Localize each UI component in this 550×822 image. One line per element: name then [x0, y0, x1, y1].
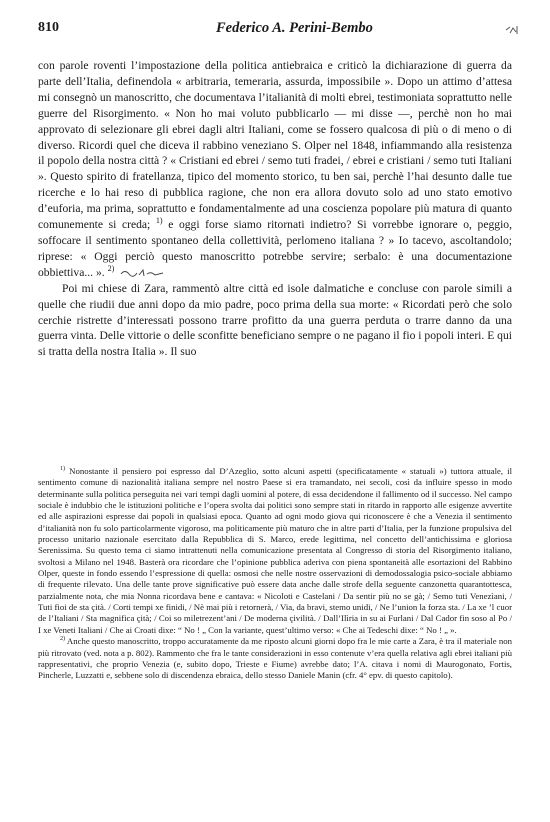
- main-text: [38, 58, 512, 360]
- pencil-mark-icon: [504, 24, 520, 36]
- footnote-marker: 1): [60, 466, 66, 473]
- footnote-ref: 1): [155, 216, 163, 226]
- footnote: [38, 636, 512, 681]
- paragraph: [38, 58, 512, 281]
- paragraph: Poi mi chiese di Zara, rammentò altre città ed isole dalmatiche e concluse con parole simili a quelle che riudii due anni dopo da mio padre, poco prima della sua morte: « Ricordati però che solo cerchie ristrette d’interessati possono trarre profitto da una guerra perduta o trarre danno da una guerra vinta. Delle vittorie o delle sconfitte beneficiano sempre o ne pagano il fio i popoli interi. E qui si tratta della nostra Italia ». Il suo: [38, 281, 512, 359]
- paragraph-text: con parole roventi l’impostazione della politica antiebraica e criticò la dichiarazione di guerra da parte dell’Italia, definendola « arbitraria, temeraria, assurda, impossibile ». Dopo un attimo d’attesa mi consegnò un manoscritto, che documentava l’italianità di molti ebrei, testimoniata soprattutto nelle guerre del Risorgimento. « Non ho mai voluto pubblicarlo — mi disse —, perchè non ho mai approvato di selezionare gli ebrei dagli altri Italiani, come se fossero qualcosa di più o di meno o di diverso. Ricordi quel che diceva il rabbino veneziano S. Olper nel 1848, infiammando alla resistenza il popolo della nostra città ? « Cristiani ed ebrei / semo tuti fradei, / ebrei e cristiani / semo tuti Italiani ». Questo spirito di fratellanza, tipico del momento storico, tu ben sai, perchè l’hai desunto dalle tue ricerche e lo hai reso di pubblica ragione, che non era allora dovuto solo ad uno stato emotivo d’euforia, ma prima, soprattutto e fondamentalmente ad una coscienza popolare più matura di quanto comunemente si creda;: [38, 59, 512, 232]
- handwritten-mark-icon: [120, 268, 164, 278]
- footnote-text: Nonostante il pensiero poi espresso dal D’Azeglio, sotto alcuni aspetti (specificatamente « statuali ») tuttora attuale, il sentimento comune di nazionalità italiana sempre nel nostro Paese si era tramandato, nei secoli, così da influire spesso in modo determinante sulla politica perseguita nei vari tempi dagli uomini al potere, di essa decidendone il fallimento od il successo. Nel campo sociale è indubbio che le istituzioni politiche e l’opera svolta dai politici sono sempre stati in ritardo in rapporto alle esigenze avvertite ed alle aspirazioni espresse dai popoli in qualsiasi epoca. Quanto ad ogni modo giova qui riconoscere è che a Venezia il sentimento d’italianità non fu solo particolarmente vigoroso, ma politicamente più maturo che in altre parti d’Italia, per la funzione propulsiva del processo unitario nazionale esercitato dalla Repubblica di S. Marco, erede legittima, nel concetto dell’antichissima e gloriosa Serenissima. Su questo tema ci siamo intrattenuti nella comunicazione presentata al Congresso di storia del Risorgimento italiano, svoltosi a Milano nel 1948. Basterà ora ricordare che l’opinione pubblica aderiva con piena spontaneità alle esortazioni del Rabbino Olper, queste in fondo essendo l’espressione di quella: osmosi che nelle nostre osservazioni di demodossalogia psico-sociale abbiamo di frequente rilevato. Una delle tante prove significative può essere data anche dalle strofe della seguente canzonetta quarantottesca, parzialmente nota, che mia Nonna ricordava bene e cantava: « Nicoloti e Castelani / Da sentir più no se gà; / Semo tuti Venezìani, / Tuti fioi de sta çità. / Corti tempi xe finidi, / Nè mai più i retornerà, / Via, da bravi, stemo unidi, / Ne l’union la forza sta. / La xe ’l cuor de l’Italiani / Sta magnifica çità; / Coi so miletrezent’ani / De moderna çivilità. / Dall’Ilìria in su ai Furlani / Dal Cador fin soso al Po / I xe Veneti Italiani / Che ai Croati dixe: “ No ! „ Con la variante, quest’ultimo verso: « Che ai Tedeschi dixe: “ No ! „ ».: [38, 466, 513, 635]
- footnote-text: Anche questo manoscritto, troppo accuratamente da me riposto alcuni giorni dopo fra le mie carte a Zara, è tra il materiale non più ritrovato (ved. nota a p. 802). Rammento che fra le tante considerazioni in esso contenute v’era quella relativa agli ebrei italiani più rappresentativi, che proprio Venezia (e, subito dopo, Trieste e Fiume) avrebbe dato; l’A. citava i nomi di Maurogonato, Fortis, Pincherle, Luzzatti e, sebbene solo di discendenza ebraica, dello stesso Daniele Manin (cfr. 4° epv. di questo capitolo).: [38, 636, 512, 681]
- footnote: [38, 466, 512, 636]
- footnote-marker: 2): [60, 636, 66, 643]
- footnotes: [38, 466, 512, 682]
- footnote-ref: 2): [107, 263, 115, 273]
- paragraph-text: e oggi forse siamo ritornati indietro? Si vorrebbe ignorare o, peggio, soffocare il sentimento spontaneo della collettività, perlomeno italiana ? » Io tacevo, ascoltandolo; riprese: « Oggi perciò questo manoscritto potrebbe servire; serbalo: è una documentazione obbiettiva... ».: [38, 218, 512, 279]
- page-number: 810: [38, 20, 59, 35]
- page-header: [38, 20, 518, 40]
- running-head: Federico A. Perini-Bembo: [216, 20, 373, 36]
